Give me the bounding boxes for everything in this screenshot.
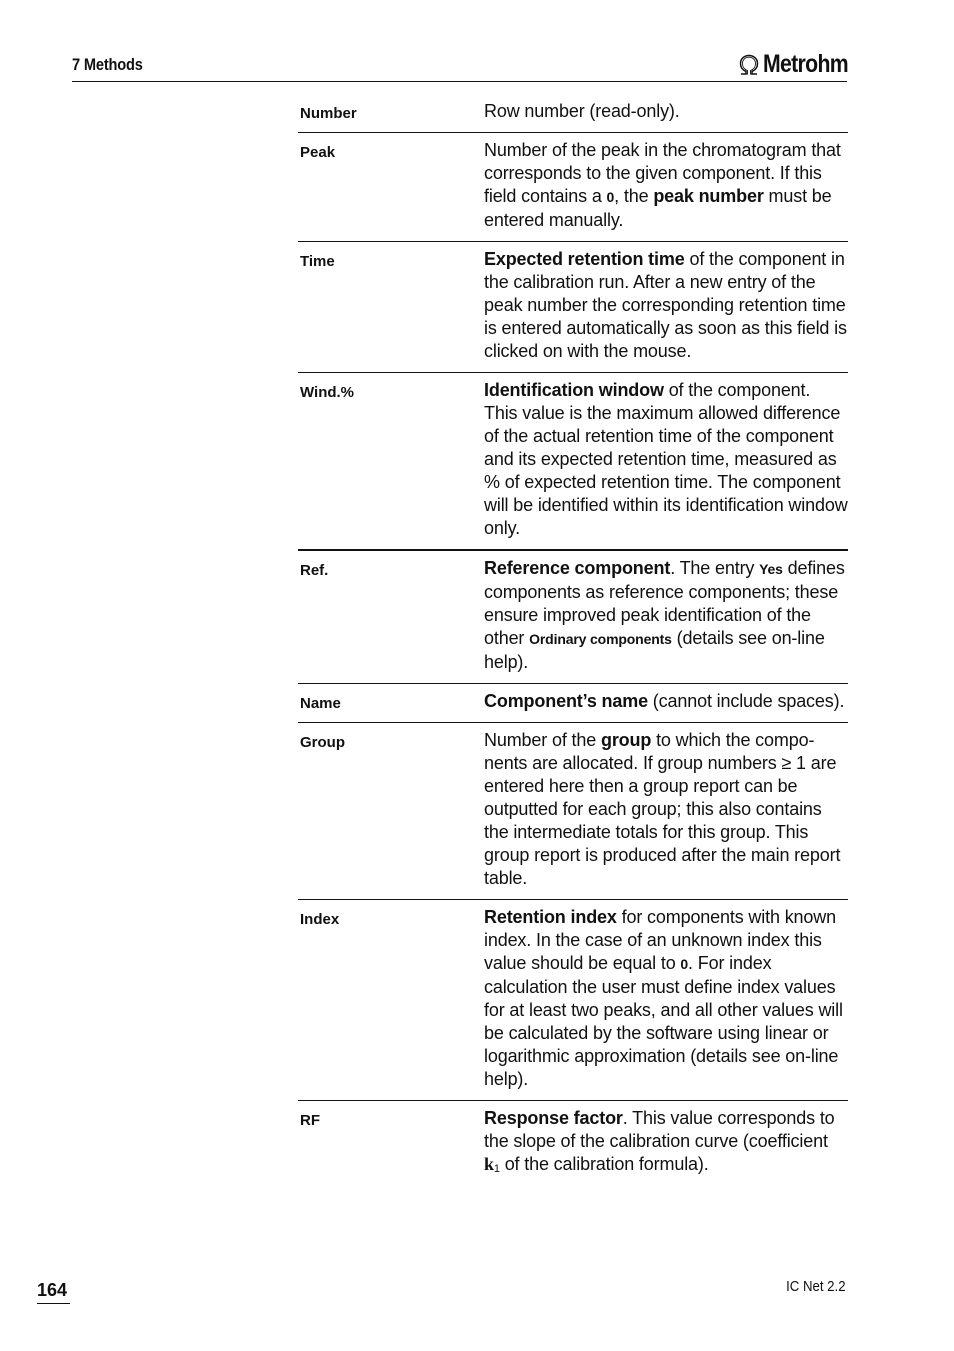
description-emphasis: k bbox=[484, 1154, 494, 1174]
parameter-description bbox=[484, 379, 848, 540]
description-emphasis: Ordinary components bbox=[529, 631, 672, 647]
header-rule bbox=[72, 81, 847, 82]
parameter-term: Wind.% bbox=[300, 384, 355, 401]
parameter-description bbox=[484, 100, 848, 123]
parameter-term: RF bbox=[300, 1112, 320, 1129]
parameter-description bbox=[484, 1107, 848, 1176]
description-text: . For index calculation the user must define index values for at least two peaks, and all other values will be calculated by the software using linear or logarithmic approximation (details see on-line help). bbox=[484, 953, 843, 1089]
description-emphasis: 0 bbox=[680, 956, 689, 972]
parameter-term: Group bbox=[300, 734, 345, 751]
description-emphasis: Component’s name bbox=[484, 691, 648, 711]
description-emphasis: peak number bbox=[653, 186, 764, 206]
description-text: must be entered manually. bbox=[484, 186, 832, 230]
parameter-row bbox=[298, 1107, 848, 1185]
parameter-row bbox=[298, 100, 848, 133]
parameter-row bbox=[298, 906, 848, 1101]
description-text: Row number (read-only). bbox=[484, 101, 680, 121]
parameter-row bbox=[298, 248, 848, 373]
description-emphasis: Retention index bbox=[484, 907, 617, 927]
description-text: defines components as reference components; these ensure improved peak identification of the other bbox=[484, 558, 845, 648]
description-emphasis: 1 bbox=[493, 1163, 500, 1175]
parameter-row bbox=[298, 557, 848, 684]
parameter-term: Ref. bbox=[300, 562, 329, 579]
description-text: . This value corresponds to the slope of the calibration curve (coefficient bbox=[484, 1108, 835, 1151]
description-text: Number of the bbox=[484, 730, 601, 750]
description-emphasis: Expected retention time bbox=[484, 249, 685, 269]
parameter-description bbox=[484, 557, 848, 674]
parameter-description bbox=[484, 906, 848, 1091]
description-emphasis: Yes bbox=[759, 561, 783, 577]
parameter-description bbox=[484, 139, 848, 232]
description-text: for components with known index. In the case of an unknown index this value should be equal to bbox=[484, 907, 836, 973]
description-emphasis: 0 bbox=[606, 189, 615, 205]
description-emphasis: Response factor bbox=[484, 1108, 623, 1128]
footer-product-name: IC Net 2.2 bbox=[786, 1278, 846, 1295]
parameter-row bbox=[298, 729, 848, 900]
parameter-description bbox=[484, 248, 848, 363]
parameter-row bbox=[298, 690, 848, 723]
description-text: of the component. This value is the maximum allowed difference of the actual retention time of the component and its expected retention time, measured as % of expected retention time. The component will be identified within its identification window only. bbox=[484, 380, 848, 538]
description-text: to which the components are allocated. If group numbers ≥ 1 are entered here then a group report can be outputted for each group; this also contains the intermediate totals for this group. This group report is produced after the main report table. bbox=[484, 730, 841, 888]
description-text: Number of the peak in the chromatogram that corresponds to the given component. If this field contains a bbox=[484, 140, 841, 206]
parameter-term: Name bbox=[300, 695, 341, 712]
page-number: 164 bbox=[37, 1280, 70, 1304]
omega-logo-icon bbox=[737, 53, 761, 77]
description-text: . The entry bbox=[670, 558, 760, 578]
parameter-description bbox=[484, 729, 848, 890]
description-emphasis: group bbox=[600, 730, 652, 750]
description-text: of the component in the calibration run. After a new entry of the peak number the corresponding retention time is entered automatically as soon as this field is clicked on with the mouse. bbox=[484, 249, 847, 361]
parameter-row bbox=[298, 379, 848, 551]
parameter-description bbox=[484, 690, 848, 713]
parameter-term: Number bbox=[300, 105, 357, 122]
parameter-term: Time bbox=[300, 253, 335, 270]
description-emphasis: Reference component bbox=[484, 558, 671, 578]
description-text: , the bbox=[614, 186, 654, 206]
description-text: of the calibration formula). bbox=[499, 1154, 709, 1174]
description-emphasis: Identification window bbox=[484, 380, 664, 400]
section-title: 7 Methods bbox=[72, 55, 143, 74]
parameter-term: Index bbox=[300, 911, 340, 928]
parameter-table bbox=[298, 100, 848, 1191]
brand-name: Metrohm bbox=[763, 50, 849, 78]
description-text: (cannot include spaces). bbox=[647, 691, 845, 711]
parameter-term: Peak bbox=[300, 144, 336, 161]
description-text: (details see on-line help). bbox=[484, 628, 825, 672]
parameter-row bbox=[298, 139, 848, 242]
brand-logo bbox=[737, 50, 849, 79]
